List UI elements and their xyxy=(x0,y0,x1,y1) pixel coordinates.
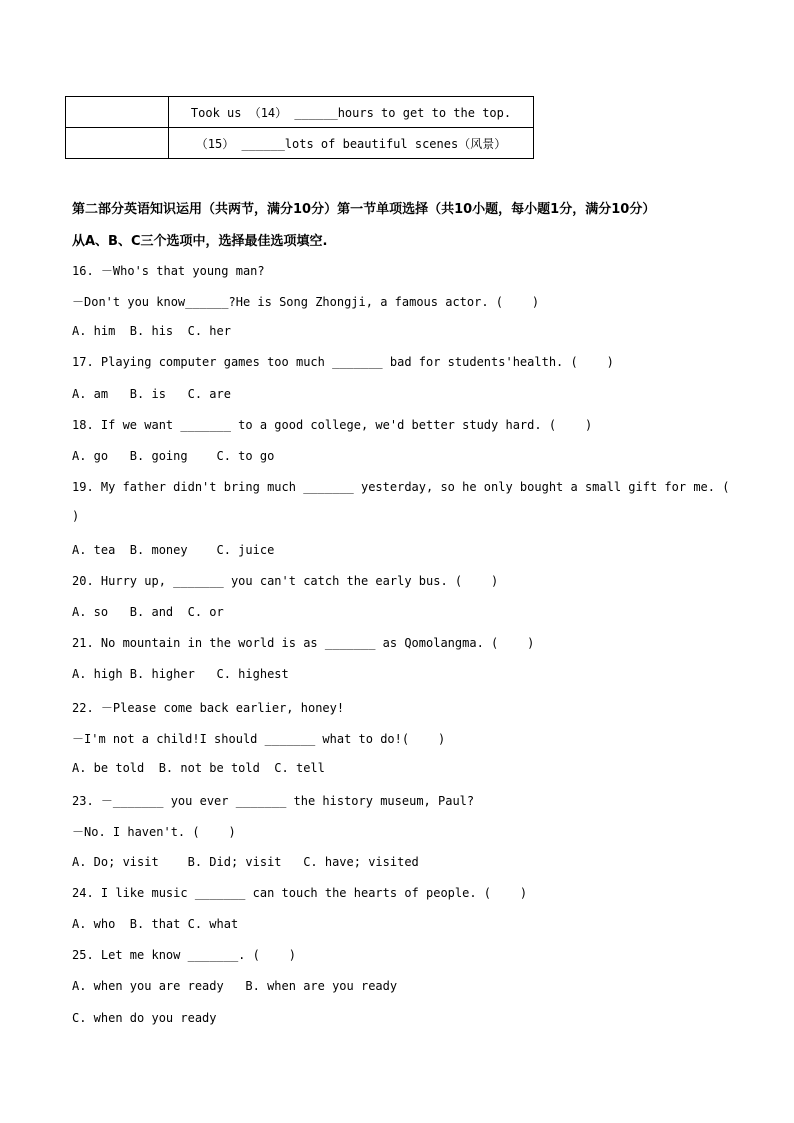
option-line: A. tea B. money C. juice xyxy=(72,543,275,557)
question-line: 16. －Who's that young man? xyxy=(72,264,265,278)
option-line: A. him B. his C. her xyxy=(72,324,231,338)
option-line: A. am B. is C. are xyxy=(72,387,231,401)
question-line: 23. －_______ you ever _______ the history museum, Paul? xyxy=(72,794,475,808)
table-row xyxy=(66,97,534,128)
question-line: 21. No mountain in the world is as _______ as Qomolangma. ( ) xyxy=(72,636,535,650)
option-line: A. who B. that C. what xyxy=(72,917,239,931)
question-line: －I'm not a child!I should _______ what to do!( ) xyxy=(72,732,446,746)
answer-table xyxy=(65,96,534,159)
section-instruction: 从A、B、C三个选项中，选择最佳选项填空. xyxy=(72,234,328,249)
table-row xyxy=(66,128,534,159)
question-line: 18. If we want _______ to a good college, we'd better study hard. ( ) xyxy=(72,418,593,432)
question-line: 22. －Please come back earlier, honey! xyxy=(72,701,345,715)
table-cell-right: Took us （14） ______hours to get to the top. xyxy=(169,97,534,128)
table-cell-left xyxy=(66,97,169,128)
option-line: A. be told B. not be told C. tell xyxy=(72,761,325,775)
question-line: 24. I like music _______ can touch the hearts of people. ( ) xyxy=(72,886,528,900)
question-line: 25. Let me know _______. ( ) xyxy=(72,948,296,962)
question-line: 20. Hurry up, _______ you can't catch the early bus. ( ) xyxy=(72,574,499,588)
option-line: A. when you are ready B. when are you ready xyxy=(72,979,398,993)
question-line: ) xyxy=(72,509,80,523)
option-line: A. Do; visit B. Did; visit C. have; visited xyxy=(72,855,419,869)
option-line: C. when do you ready xyxy=(72,1011,217,1025)
option-line: A. so B. and C. or xyxy=(72,605,224,619)
section-heading: 第二部分英语知识运用（共两节，满分10分）第一节单项选择（共10小题，每小题1分，满分10分） xyxy=(72,202,656,217)
question-line: 19. My father didn't bring much _______ yesterday, so he only bought a small gift for me. ( xyxy=(72,480,730,494)
table-cell-right: （15） ______lots of beautiful scenes（风景） xyxy=(169,128,534,159)
option-line: A. go B. going C. to go xyxy=(72,449,275,463)
option-line: A. high B. higher C. highest xyxy=(72,667,289,681)
question-line: －No. I haven't. ( ) xyxy=(72,825,236,839)
table-cell-left xyxy=(66,128,169,159)
question-line: 17. Playing computer games too much _______ bad for students'health. ( ) xyxy=(72,355,614,369)
question-line: －Don't you know______?He is Song Zhongji, a famous actor. ( ) xyxy=(72,295,540,309)
